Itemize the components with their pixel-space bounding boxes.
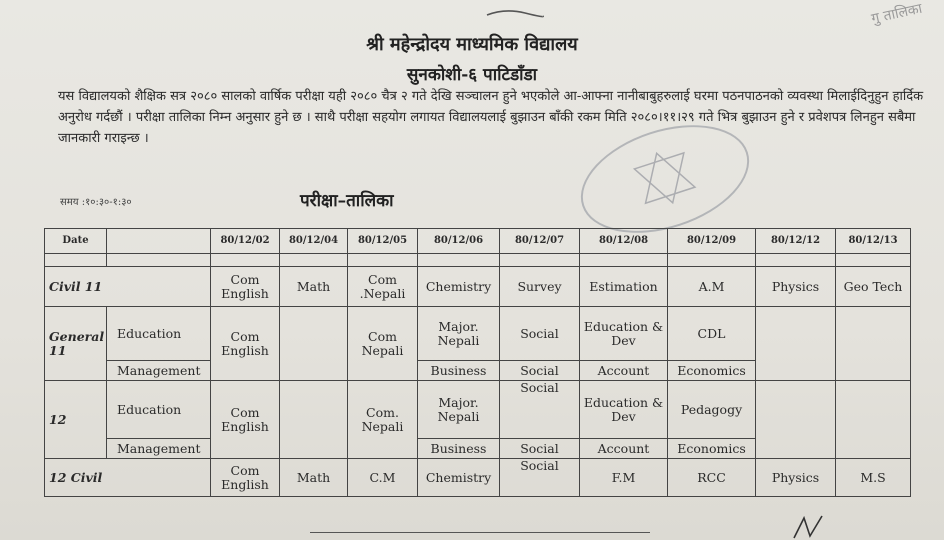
subject-cell: Com .Nepali: [348, 267, 418, 307]
group-label: Civil 11: [45, 267, 211, 307]
subject-cell: Economics: [668, 361, 756, 381]
date-header-row: [45, 229, 911, 254]
subject-cell: Physics: [756, 459, 836, 497]
subject-cell: CDL: [668, 307, 756, 361]
subject-cell: C.M: [348, 459, 418, 497]
date-cell: 80/12/09: [668, 229, 756, 254]
subject-cell: Math: [280, 267, 348, 307]
date-cell: 80/12/04: [280, 229, 348, 254]
subject-cell: F.M: [580, 459, 668, 497]
subject-cell: Education & Dev: [580, 307, 668, 361]
group-label: 12: [45, 381, 107, 459]
scribble-mark: [485, 6, 545, 20]
subject-cell: Com English: [211, 381, 280, 459]
notice-paragraph: यस विद्यालयको शैक्षिक सत्र २०८० सालको वार्षिक परीक्षा यही २०८० चैत्र २ गते देखि सञ्चालन हुने भएकोले आ-आफ्ना नानीबाबुहरुलाई घरमा पठनपाठनको व्यवस्था मिलाईदिनुहुन हार्दिक अनुरोध गर्दछौं । परीक्षा तालिका निम्न अनुसार हुने छ । साथै परीक्षा सहयोग लगायत विद्यालयलाई बुझाउन बाँकी रकम मिति २०८०।११।२९ गते भित्र बुझाउन हुने र प्रवेशपत्र लिनहुन सबैमा जानकारी गराइन्छ ।: [58, 89, 924, 146]
subject-cell: M.S: [836, 459, 911, 497]
subject-cell: Com English: [211, 307, 280, 381]
subject-cell: Account: [580, 361, 668, 381]
subject-cell: Geo Tech: [836, 267, 911, 307]
subject-cell: Com English: [211, 459, 280, 497]
empty-cell: [756, 381, 836, 459]
subject-cell: Social: [500, 439, 580, 459]
subject-cell: Social: [500, 459, 580, 497]
date-label: Date: [45, 229, 107, 254]
table-row: [45, 307, 911, 361]
subject-cell: Estimation: [580, 267, 668, 307]
empty-cell: [836, 381, 911, 459]
stream-label: Management: [107, 439, 211, 459]
date-cell: 80/12/13: [836, 229, 911, 254]
date-cell: 80/12/12: [756, 229, 836, 254]
date-cell: 80/12/05: [348, 229, 418, 254]
subject-cell: Com English: [211, 267, 280, 307]
empty-cell: [280, 307, 348, 381]
empty-cell: [836, 307, 911, 381]
date-cell: 80/12/06: [418, 229, 500, 254]
exam-routine-title: परीक्षा–तालिका: [300, 191, 394, 211]
subject-cell: A.M: [668, 267, 756, 307]
group-label: 12 Civil: [45, 459, 211, 497]
date-cell: 80/12/07: [500, 229, 580, 254]
group-label: General 11: [45, 307, 107, 381]
subject-cell: Physics: [756, 267, 836, 307]
subject-cell: Business: [418, 361, 500, 381]
school-address: सुनकोशी-६ पाटिडाँडा: [406, 65, 538, 85]
stream-label: Education: [107, 307, 211, 361]
date-cell: 80/12/02: [211, 229, 280, 254]
empty-cell: [756, 307, 836, 381]
subject-cell: Social: [500, 307, 580, 361]
stream-label: Management: [107, 361, 211, 381]
signature-line: [310, 532, 650, 533]
stream-label: Education: [107, 381, 211, 439]
exam-routine-table: [44, 228, 911, 497]
subject-cell: Social: [500, 381, 580, 439]
table-row: [45, 381, 911, 439]
date-cell: 80/12/08: [580, 229, 668, 254]
subject-cell: RCC: [668, 459, 756, 497]
subject-cell: Chemistry: [418, 267, 500, 307]
subject-cell: Pedagogy: [668, 381, 756, 439]
table-row: [45, 459, 911, 497]
subject-cell: Economics: [668, 439, 756, 459]
subject-cell: Math: [280, 459, 348, 497]
subject-cell: Com Nepali: [348, 307, 418, 381]
exam-time: समय :१०:३०-१:३०: [60, 197, 132, 208]
subject-cell: Major. Nepali: [418, 307, 500, 361]
star-of-seal-icon: [628, 142, 702, 214]
subject-cell: Chemistry: [418, 459, 500, 497]
signature-mark: [790, 510, 850, 540]
spacer-row: [45, 254, 911, 267]
corner-mark: गु तालिका: [869, 0, 924, 28]
school-name: श्री महेन्द्रोदय माध्यमिक विद्यालय: [366, 34, 578, 55]
subject-cell: Survey: [500, 267, 580, 307]
subject-cell: Major. Nepali: [418, 381, 500, 439]
subject-cell: Social: [500, 361, 580, 381]
subject-cell: Business: [418, 439, 500, 459]
subject-cell: Education & Dev: [580, 381, 668, 439]
empty-cell: [280, 381, 348, 459]
subject-cell: Account: [580, 439, 668, 459]
table-row: [45, 267, 911, 307]
subject-cell: Com. Nepali: [348, 381, 418, 459]
